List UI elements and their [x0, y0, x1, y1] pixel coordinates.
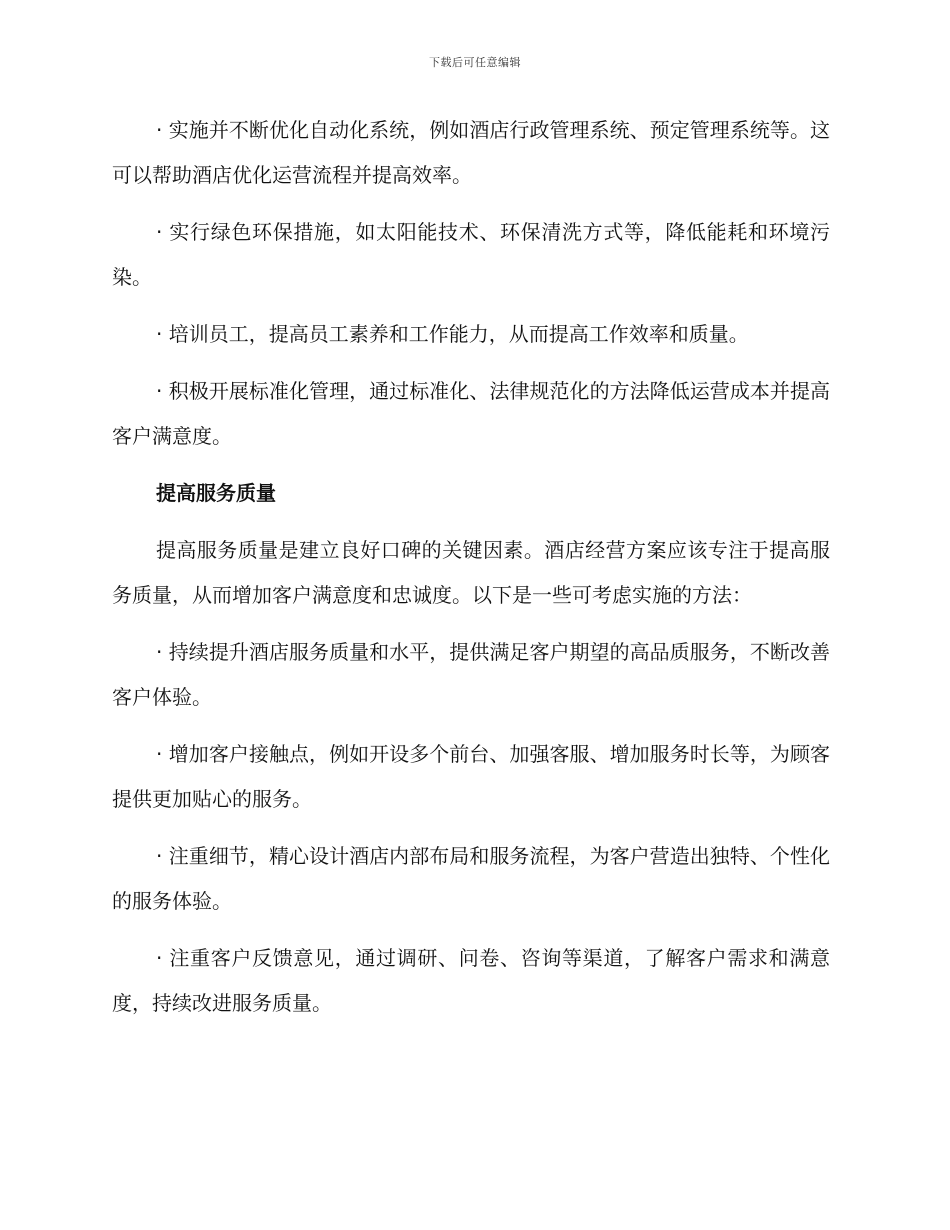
bullet-automation: · 实施并不断优化自动化系统，例如酒店行政管理系统、预定管理系统等。这可以帮助酒店优化运营流程并提高效率。: [112, 118, 830, 187]
page-header: 下载后可任意编辑: [429, 56, 521, 69]
document-body: [112, 108, 830, 1038]
section-intro: 提高服务质量是建立良好口碑的关键因素。酒店经营方案应该专注于提高服务质量，从而增加客户满意度和忠诚度。以下是一些可考虑实施的方法：: [112, 538, 830, 607]
section-heading: 提高服务质量: [156, 481, 276, 505]
bullet-touchpoints: · 增加客户接触点，例如开设多个前台、加强客服、增加服务时长等，为顾客提供更加贴心的服务。: [112, 742, 830, 811]
bullet-service-quality: · 持续提升酒店服务质量和水平，提供满足客户期望的高品质服务，不断改善客户体验。: [112, 640, 830, 709]
bullet-feedback: · 注重客户反馈意见，通过调研、问卷、咨询等渠道，了解客户需求和满意度，持续改进服务质量。: [112, 946, 830, 1015]
bullet-green: · 实行绿色环保措施，如太阳能技术、环保清洗方式等，降低能耗和环境污染。: [112, 220, 830, 289]
bullet-standardization: · 积极开展标准化管理，通过标准化、法律规范化的方法降低运营成本并提高客户满意度。: [112, 379, 830, 448]
bullet-details: · 注重细节，精心设计酒店内部布局和服务流程，为客户营造出独特、个性化的服务体验。: [112, 844, 830, 913]
bullet-training: · 培训员工，提高员工素养和工作能力，从而提高工作效率和质量。: [156, 322, 749, 346]
